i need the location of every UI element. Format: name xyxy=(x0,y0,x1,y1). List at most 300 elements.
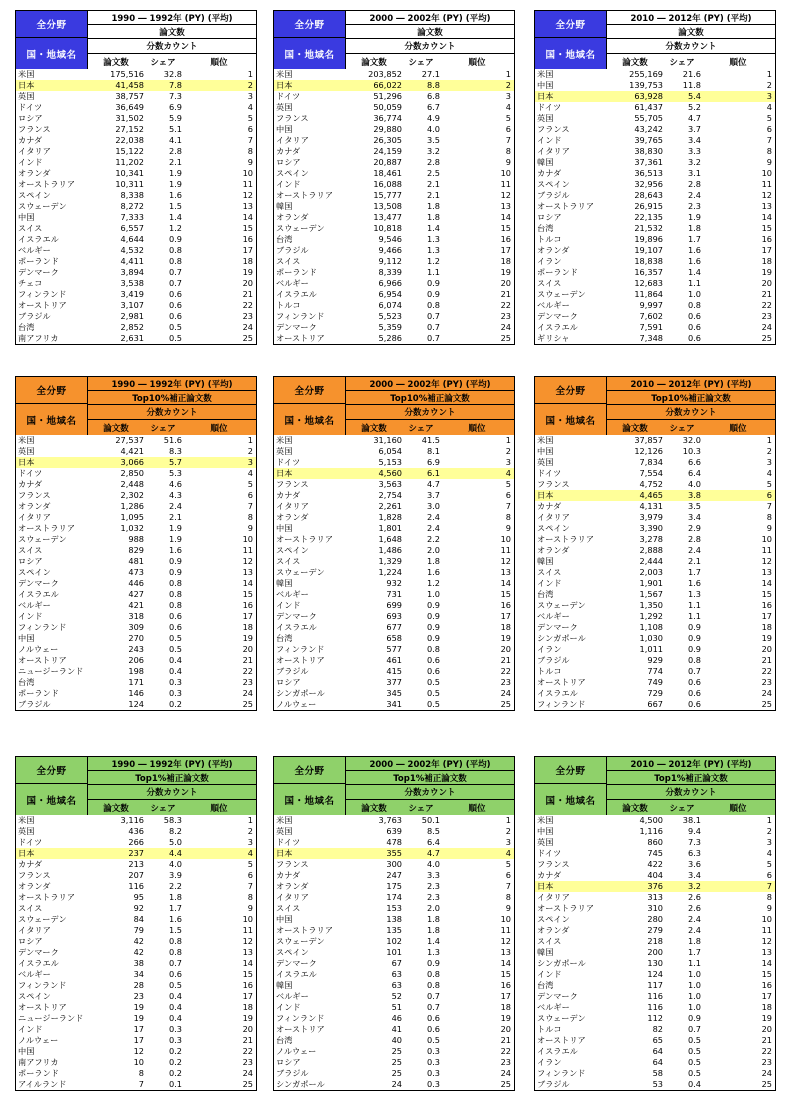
rank-value: 1 xyxy=(505,815,511,825)
share-value: 1.7 xyxy=(687,567,701,577)
rank-value: 5 xyxy=(247,113,253,123)
rank-value: 5 xyxy=(505,113,511,123)
paper-count: 3,390 xyxy=(639,523,663,533)
share-value: 2.6 xyxy=(687,903,701,913)
table-row xyxy=(16,688,256,699)
rank-value: 2 xyxy=(766,80,772,90)
paper-count: 37,857 xyxy=(634,435,663,445)
paper-count: 11,864 xyxy=(634,289,663,299)
country-name: カナダ xyxy=(18,859,43,869)
table-row xyxy=(274,179,514,190)
rank-value: 12 xyxy=(500,556,511,566)
paper-count: 13,477 xyxy=(373,212,402,222)
paper-count: 50,059 xyxy=(373,102,402,112)
rank-value: 4 xyxy=(247,102,253,112)
country-name: フランス xyxy=(18,870,51,880)
country-name: ポーランド xyxy=(276,267,317,277)
table-row xyxy=(535,600,775,611)
table-row xyxy=(274,113,514,124)
share-value: 0.2 xyxy=(168,1057,182,1067)
table-row xyxy=(535,969,775,980)
country-name: オーストラリア xyxy=(276,534,333,544)
rank-value: 3 xyxy=(766,457,772,467)
table-row xyxy=(274,545,514,556)
rank-value: 14 xyxy=(500,212,511,222)
country-name: インド xyxy=(18,611,43,621)
country-name: 英国 xyxy=(537,837,554,847)
country-name: インド xyxy=(276,179,301,189)
rank-value: 13 xyxy=(761,201,772,211)
share-value: 7.8 xyxy=(168,80,182,90)
share-value: 1.2 xyxy=(168,223,182,233)
rank-value: 1 xyxy=(505,435,511,445)
share-value: 0.6 xyxy=(687,322,701,332)
country-name: 韓国 xyxy=(537,157,554,167)
table-row xyxy=(535,826,775,837)
table-row xyxy=(16,168,256,179)
table-row xyxy=(274,124,514,135)
share-value: 0.5 xyxy=(168,633,182,643)
rank-value: 15 xyxy=(242,589,253,599)
share-value: 2.3 xyxy=(687,201,701,211)
rank-value: 24 xyxy=(761,688,772,698)
country-name: ドイツ xyxy=(18,102,43,112)
table-row xyxy=(16,435,256,446)
share-value: 2.1 xyxy=(426,190,440,200)
share-value: 3.6 xyxy=(687,859,701,869)
share-value: 2.4 xyxy=(687,914,701,924)
rank-value: 2 xyxy=(247,446,253,456)
count-method-label: 分数カウント xyxy=(607,39,775,54)
share-value: 0.9 xyxy=(426,958,440,968)
table-row xyxy=(16,124,256,135)
country-name: ロシア xyxy=(537,212,562,222)
rank-value: 10 xyxy=(761,168,772,178)
paper-count: 9,112 xyxy=(378,256,402,266)
country-name: フィンランド xyxy=(276,644,325,654)
rank-value: 5 xyxy=(247,859,253,869)
paper-count: 1,901 xyxy=(639,578,663,588)
rank-value: 2 xyxy=(766,826,772,836)
ranking-table xyxy=(273,376,515,711)
country-name: イスラエル xyxy=(537,1046,578,1056)
share-value: 38.1 xyxy=(682,815,701,825)
paper-count: 279 xyxy=(647,925,663,935)
paper-count: 7 xyxy=(138,1079,144,1089)
share-value: 5.7 xyxy=(168,457,182,467)
rank-value: 14 xyxy=(761,578,772,588)
paper-count: 34 xyxy=(133,969,144,979)
paper-count: 2,850 xyxy=(120,468,144,478)
column-headers xyxy=(88,800,256,815)
country-name: オーストラリア xyxy=(276,925,333,935)
table-row xyxy=(16,936,256,947)
rank-value: 1 xyxy=(766,69,772,79)
paper-count: 8,338 xyxy=(120,190,144,200)
all-fields-label: 全分野 xyxy=(16,11,87,38)
paper-count: 20,887 xyxy=(373,157,402,167)
table-row-japan xyxy=(535,490,775,501)
share-value: 51.6 xyxy=(163,435,182,445)
table-row xyxy=(535,837,775,848)
period-label: 1990 ― 1992年 (PY) (平均) xyxy=(88,757,256,771)
share-value: 11.8 xyxy=(682,80,701,90)
table-row xyxy=(16,322,256,333)
table-row xyxy=(16,267,256,278)
paper-count: 15,777 xyxy=(373,190,402,200)
rank-value: 22 xyxy=(500,300,511,310)
table-row xyxy=(274,157,514,168)
paper-count: 2,261 xyxy=(378,501,402,511)
col-rank-header: 順位 xyxy=(468,423,486,434)
paper-count: 200 xyxy=(647,947,663,957)
country-name: ロシア xyxy=(18,936,43,946)
paper-count: 237 xyxy=(128,848,144,858)
rank-value: 3 xyxy=(247,91,253,101)
paper-count: 17 xyxy=(133,1024,144,1034)
rank-value: 9 xyxy=(766,523,772,533)
paper-count: 774 xyxy=(647,666,663,676)
rank-value: 11 xyxy=(500,925,511,935)
share-value: 0.9 xyxy=(168,567,182,577)
table-row xyxy=(274,611,514,622)
table-row xyxy=(274,655,514,666)
paper-count: 79 xyxy=(133,925,144,935)
rank-value: 7 xyxy=(247,881,253,891)
country-name: イスラエル xyxy=(18,958,59,968)
paper-count: 51,296 xyxy=(373,91,402,101)
paper-count: 84 xyxy=(133,914,144,924)
all-fields-label: 全分野 xyxy=(535,377,606,404)
country-name: イタリア xyxy=(276,501,309,511)
share-value: 1.6 xyxy=(168,190,182,200)
rank-value: 22 xyxy=(500,666,511,676)
share-value: 1.7 xyxy=(687,234,701,244)
table-row xyxy=(535,102,775,113)
share-value: 0.6 xyxy=(168,969,182,979)
rank-value: 5 xyxy=(766,479,772,489)
share-value: 1.2 xyxy=(426,256,440,266)
table-row xyxy=(274,1002,514,1013)
table-row xyxy=(535,457,775,468)
share-value: 0.8 xyxy=(426,969,440,979)
country-name: デンマーク xyxy=(537,991,578,1001)
paper-count: 38,830 xyxy=(634,146,663,156)
paper-count: 43,242 xyxy=(634,124,663,134)
table-row xyxy=(16,333,256,344)
share-value: 3.2 xyxy=(687,881,701,891)
country-name: スイス xyxy=(18,903,43,913)
paper-count: 16,357 xyxy=(634,267,663,277)
paper-count: 355 xyxy=(386,848,402,858)
paper-count: 280 xyxy=(647,914,663,924)
country-name: スイス xyxy=(537,567,562,577)
count-method-label: 分数カウント xyxy=(88,405,256,420)
share-value: 3.2 xyxy=(687,157,701,167)
share-value: 0.5 xyxy=(426,677,440,687)
table-row xyxy=(535,545,775,556)
country-name: 日本 xyxy=(537,490,554,500)
table-row xyxy=(535,688,775,699)
paper-count: 243 xyxy=(128,644,144,654)
table-row xyxy=(16,980,256,991)
table-row xyxy=(274,91,514,102)
table-row xyxy=(535,113,775,124)
paper-count: 247 xyxy=(386,870,402,880)
rank-value: 21 xyxy=(242,1035,253,1045)
share-value: 1.9 xyxy=(168,179,182,189)
country-name: フランス xyxy=(537,479,570,489)
all-fields-label: 全分野 xyxy=(274,757,345,784)
share-value: 1.0 xyxy=(687,969,701,979)
paper-count: 1,648 xyxy=(378,534,402,544)
share-value: 0.9 xyxy=(168,556,182,566)
table-row xyxy=(16,1035,256,1046)
share-value: 0.2 xyxy=(168,1068,182,1078)
table-row xyxy=(535,567,775,578)
rank-value: 19 xyxy=(500,633,511,643)
share-value: 2.8 xyxy=(687,534,701,544)
rank-value: 15 xyxy=(242,223,253,233)
rank-value: 7 xyxy=(766,135,772,145)
paper-count: 4,752 xyxy=(639,479,663,489)
table-row xyxy=(16,1013,256,1024)
rank-value: 20 xyxy=(761,278,772,288)
table-row xyxy=(274,578,514,589)
country-name: イタリア xyxy=(537,892,570,902)
col-rank-header: 順位 xyxy=(210,803,228,814)
table-row xyxy=(535,80,775,91)
country-name: 米国 xyxy=(537,435,554,445)
table-body xyxy=(274,815,514,1090)
paper-count: 19,107 xyxy=(634,245,663,255)
share-value: 1.0 xyxy=(687,980,701,990)
country-name: ブラジル xyxy=(276,245,309,255)
col-papers-header: 論文数 xyxy=(622,803,648,814)
paper-count: 3,763 xyxy=(378,815,402,825)
country-name: イタリア xyxy=(537,512,570,522)
rank-value: 6 xyxy=(247,124,253,134)
rank-value: 24 xyxy=(242,1068,253,1078)
paper-count: 116 xyxy=(128,881,144,891)
share-value: 1.4 xyxy=(687,267,701,277)
table-row xyxy=(274,914,514,925)
table-row xyxy=(274,826,514,837)
table-body xyxy=(535,815,775,1090)
share-value: 0.7 xyxy=(426,311,440,321)
rank-value: 9 xyxy=(247,157,253,167)
country-name: 台湾 xyxy=(276,1035,293,1045)
country-name: デンマーク xyxy=(18,578,59,588)
rank-value: 8 xyxy=(247,512,253,522)
rank-value: 12 xyxy=(761,556,772,566)
country-name: 英国 xyxy=(276,446,293,456)
table-row xyxy=(535,501,775,512)
paper-count: 829 xyxy=(128,545,144,555)
col-rank-header: 順位 xyxy=(729,423,747,434)
rank-value: 25 xyxy=(242,333,253,343)
paper-count: 4,131 xyxy=(639,501,663,511)
table-row xyxy=(16,589,256,600)
country-name: フランス xyxy=(276,859,309,869)
rank-value: 21 xyxy=(500,1035,511,1045)
paper-count: 63 xyxy=(391,980,402,990)
paper-count: 117 xyxy=(647,980,663,990)
country-name: 日本 xyxy=(18,848,35,858)
table-row xyxy=(16,300,256,311)
all-fields-label: 全分野 xyxy=(16,377,87,404)
rank-value: 8 xyxy=(505,892,511,902)
country-name: 中国 xyxy=(276,914,293,924)
country-name: 台湾 xyxy=(18,677,35,687)
rank-value: 10 xyxy=(242,534,253,544)
table-row xyxy=(535,859,775,870)
table-row xyxy=(16,1068,256,1079)
rank-value: 15 xyxy=(500,223,511,233)
table-header xyxy=(535,11,775,69)
table-row xyxy=(535,622,775,633)
share-value: 4.3 xyxy=(168,490,182,500)
paper-count: 313 xyxy=(647,892,663,902)
table-row xyxy=(16,611,256,622)
rank-value: 15 xyxy=(761,589,772,599)
paper-count: 63,928 xyxy=(634,91,663,101)
country-name: デンマーク xyxy=(18,267,59,277)
share-value: 4.0 xyxy=(426,859,440,869)
country-name: ブラジル xyxy=(537,190,570,200)
country-name: 日本 xyxy=(18,80,35,90)
country-name: ベルギー xyxy=(537,300,570,310)
rank-value: 17 xyxy=(500,245,511,255)
rank-value: 7 xyxy=(247,501,253,511)
paper-count: 577 xyxy=(386,644,402,654)
rank-value: 14 xyxy=(500,578,511,588)
paper-count: 28 xyxy=(133,980,144,990)
rank-value: 19 xyxy=(761,1013,772,1023)
paper-count: 66,022 xyxy=(373,80,402,90)
paper-count: 95 xyxy=(133,892,144,902)
share-value: 6.4 xyxy=(426,837,440,847)
table-row xyxy=(274,256,514,267)
share-value: 4.7 xyxy=(426,848,440,858)
paper-count: 116 xyxy=(647,1002,663,1012)
share-value: 1.0 xyxy=(687,1002,701,1012)
country-name: ノルウェー xyxy=(276,699,317,709)
paper-count: 26,915 xyxy=(634,201,663,211)
rank-value: 23 xyxy=(500,311,511,321)
country-name: スペイン xyxy=(276,545,309,555)
paper-count: 1,329 xyxy=(378,556,402,566)
table-row xyxy=(274,234,514,245)
rank-value: 1 xyxy=(766,815,772,825)
country-name: ブラジル xyxy=(537,1079,570,1089)
paper-count: 677 xyxy=(386,622,402,632)
share-value: 1.4 xyxy=(426,936,440,946)
share-value: 1.1 xyxy=(687,958,701,968)
rank-value: 12 xyxy=(761,936,772,946)
share-value: 1.8 xyxy=(687,223,701,233)
table-row xyxy=(535,300,775,311)
country-name: フィンランド xyxy=(18,622,67,632)
country-name: イラン xyxy=(537,644,562,654)
paper-count: 1,350 xyxy=(639,600,663,610)
country-name: カナダ xyxy=(537,870,562,880)
share-value: 0.7 xyxy=(168,278,182,288)
paper-count: 175 xyxy=(386,881,402,891)
country-name: オーストラリア xyxy=(18,179,75,189)
share-value: 2.3 xyxy=(426,892,440,902)
share-value: 0.9 xyxy=(687,1013,701,1023)
rank-value: 16 xyxy=(242,980,253,990)
metric-label: Top1%補正論文数 xyxy=(88,771,256,785)
country-name: スウェーデン xyxy=(18,534,67,544)
table-row xyxy=(274,479,514,490)
rank-value: 11 xyxy=(500,179,511,189)
rank-value: 8 xyxy=(247,892,253,902)
column-headers xyxy=(346,420,514,435)
share-value: 1.8 xyxy=(426,914,440,924)
country-name: 英国 xyxy=(18,446,35,456)
country-name: トルコ xyxy=(537,666,562,676)
rank-value: 9 xyxy=(766,157,772,167)
country-label: 国・地域名 xyxy=(545,415,596,427)
col-papers-header: 論文数 xyxy=(622,57,648,68)
rank-value: 9 xyxy=(505,157,511,167)
rank-value: 13 xyxy=(242,201,253,211)
table-row xyxy=(535,699,775,710)
table-body xyxy=(535,69,775,344)
country-label: 国・地域名 xyxy=(284,415,335,427)
paper-count: 4,532 xyxy=(120,245,144,255)
share-value: 2.9 xyxy=(687,523,701,533)
all-fields-label: 全分野 xyxy=(274,11,345,38)
table-row xyxy=(16,578,256,589)
table-row xyxy=(16,556,256,567)
rank-value: 15 xyxy=(761,969,772,979)
table-header xyxy=(274,377,514,435)
country-name: ポーランド xyxy=(18,1068,59,1078)
country-name: ブラジル xyxy=(276,666,309,676)
table-row xyxy=(274,688,514,699)
col-share-header: シェア xyxy=(669,423,695,434)
share-value: 2.4 xyxy=(687,190,701,200)
paper-count: 206 xyxy=(128,655,144,665)
table-row xyxy=(535,157,775,168)
country-name: ロシア xyxy=(18,556,43,566)
rank-value: 3 xyxy=(505,91,511,101)
country-name: 台湾 xyxy=(276,633,293,643)
country-name: ブラジル xyxy=(18,699,51,709)
paper-count: 2,631 xyxy=(120,333,144,343)
share-value: 2.0 xyxy=(426,545,440,555)
country-name: デンマーク xyxy=(537,622,578,632)
paper-count: 473 xyxy=(128,567,144,577)
table-body xyxy=(16,69,256,344)
count-method-label: 分数カウント xyxy=(88,785,256,800)
table-row-japan xyxy=(274,848,514,859)
rank-value: 22 xyxy=(242,666,253,676)
table-row xyxy=(16,311,256,322)
table-row xyxy=(274,523,514,534)
share-value: 1.3 xyxy=(687,589,701,599)
metric-label: Top1%補正論文数 xyxy=(607,771,775,785)
paper-count: 2,754 xyxy=(378,490,402,500)
table-row xyxy=(535,611,775,622)
country-name: ドイツ xyxy=(18,837,43,847)
country-name: スペイン xyxy=(276,168,309,178)
table-body xyxy=(535,435,775,710)
share-value: 0.5 xyxy=(168,644,182,654)
